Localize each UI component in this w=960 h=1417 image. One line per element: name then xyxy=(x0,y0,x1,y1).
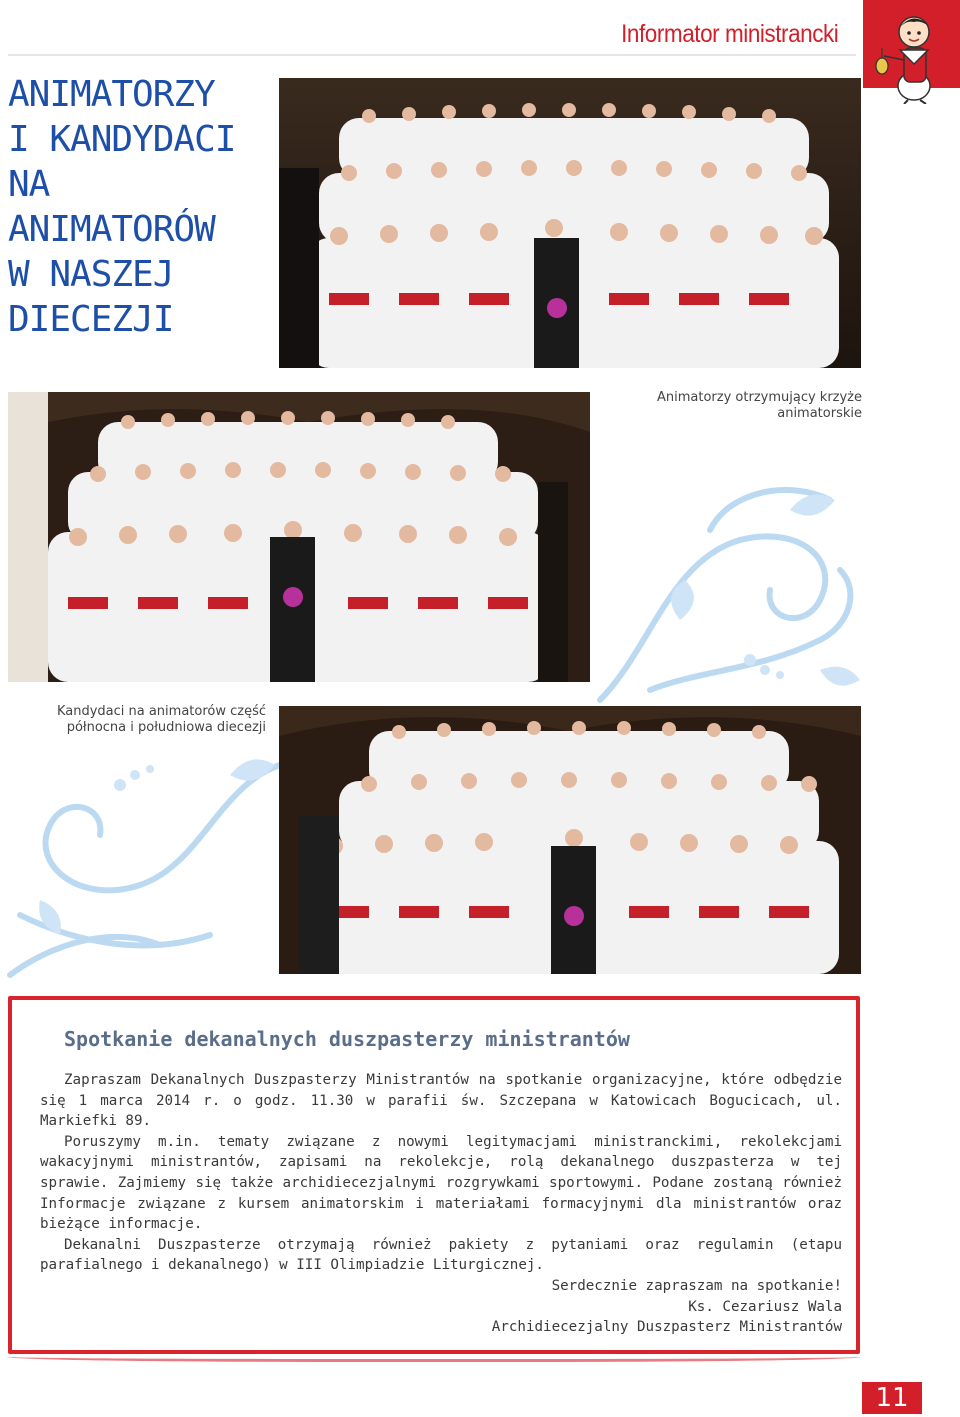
publication-title: Informator ministrancki xyxy=(620,20,838,48)
notice-paragraph-packages: Dekanalni Duszpasterze otrzymają również pakiety z pytaniami oraz regulamin (etapu parafialnego i dekanalnego) w III Olimpiadzie Liturgicznej. xyxy=(40,1236,842,1274)
photo2-caption xyxy=(8,704,266,736)
title-line: NA xyxy=(8,164,50,205)
group-photo-animators xyxy=(279,78,861,368)
title-line: DIECEZJI xyxy=(8,299,174,340)
title-line: I KANDYDACI xyxy=(8,119,236,160)
caption-line: Kandydaci na animatorów część xyxy=(56,704,266,719)
article-title xyxy=(8,72,278,342)
title-line: W NASZEJ xyxy=(8,254,174,295)
header-rule xyxy=(8,54,856,56)
notice-paragraph-topics: Poruszymy m.in. tematy związane z nowymi legitymacjami ministranckimi, rekolekcjami wakacyjnymi ministrantów, zapisami na rekolekcje, rolą dekanalnego duszpasterza w tej sprawie. Zajmiemy się także archidiecezjalnymi rozgrywkami sportowymi. Podane zostaną również Informacje związane z kursem animatorskim i materiałami formacyjnymi dla ministrantów oraz bieżące informacje. xyxy=(40,1133,842,1233)
altar-server-mascot-icon xyxy=(870,8,950,104)
notice-box xyxy=(8,996,860,1354)
photo1-caption xyxy=(600,390,862,422)
notice-paragraph-invitation: Zapraszam Dekanalnych Duszpasterzy Ministrantów na spotkanie organizacyjne, które odbędzie się 1 marca 2014 r. o godz. 11.30 w parafii św. Szczepana w Katowicach Bogucicach, ul. Markiefki 89. xyxy=(40,1072,842,1130)
notice-closing: Serdecznie zapraszam na spotkanie! xyxy=(551,1277,842,1294)
decorative-swirl-left xyxy=(0,745,290,985)
signature-name: Ks. Cezariusz Wala xyxy=(688,1298,842,1315)
page-number: 11 xyxy=(862,1382,922,1414)
group-photo-candidates-north-south xyxy=(8,392,590,682)
notice-title: Spotkanie dekanalnych duszpasterzy ministrantów xyxy=(64,1027,630,1051)
group-photo-candidates-group xyxy=(279,706,861,974)
notice-content xyxy=(40,1026,842,1338)
caption-line: północna i południowa diecezji xyxy=(66,720,266,735)
decorative-swirl-right xyxy=(590,470,870,710)
title-line: ANIMATORÓW xyxy=(8,209,215,250)
caption-line: animatorskie xyxy=(777,406,862,421)
title-line: ANIMATORZY xyxy=(8,74,215,115)
caption-line: Animatorzy otrzymujący krzyże xyxy=(657,390,862,405)
signature-role: Archidiecezjalny Duszpasterz Ministrantów xyxy=(491,1319,842,1336)
